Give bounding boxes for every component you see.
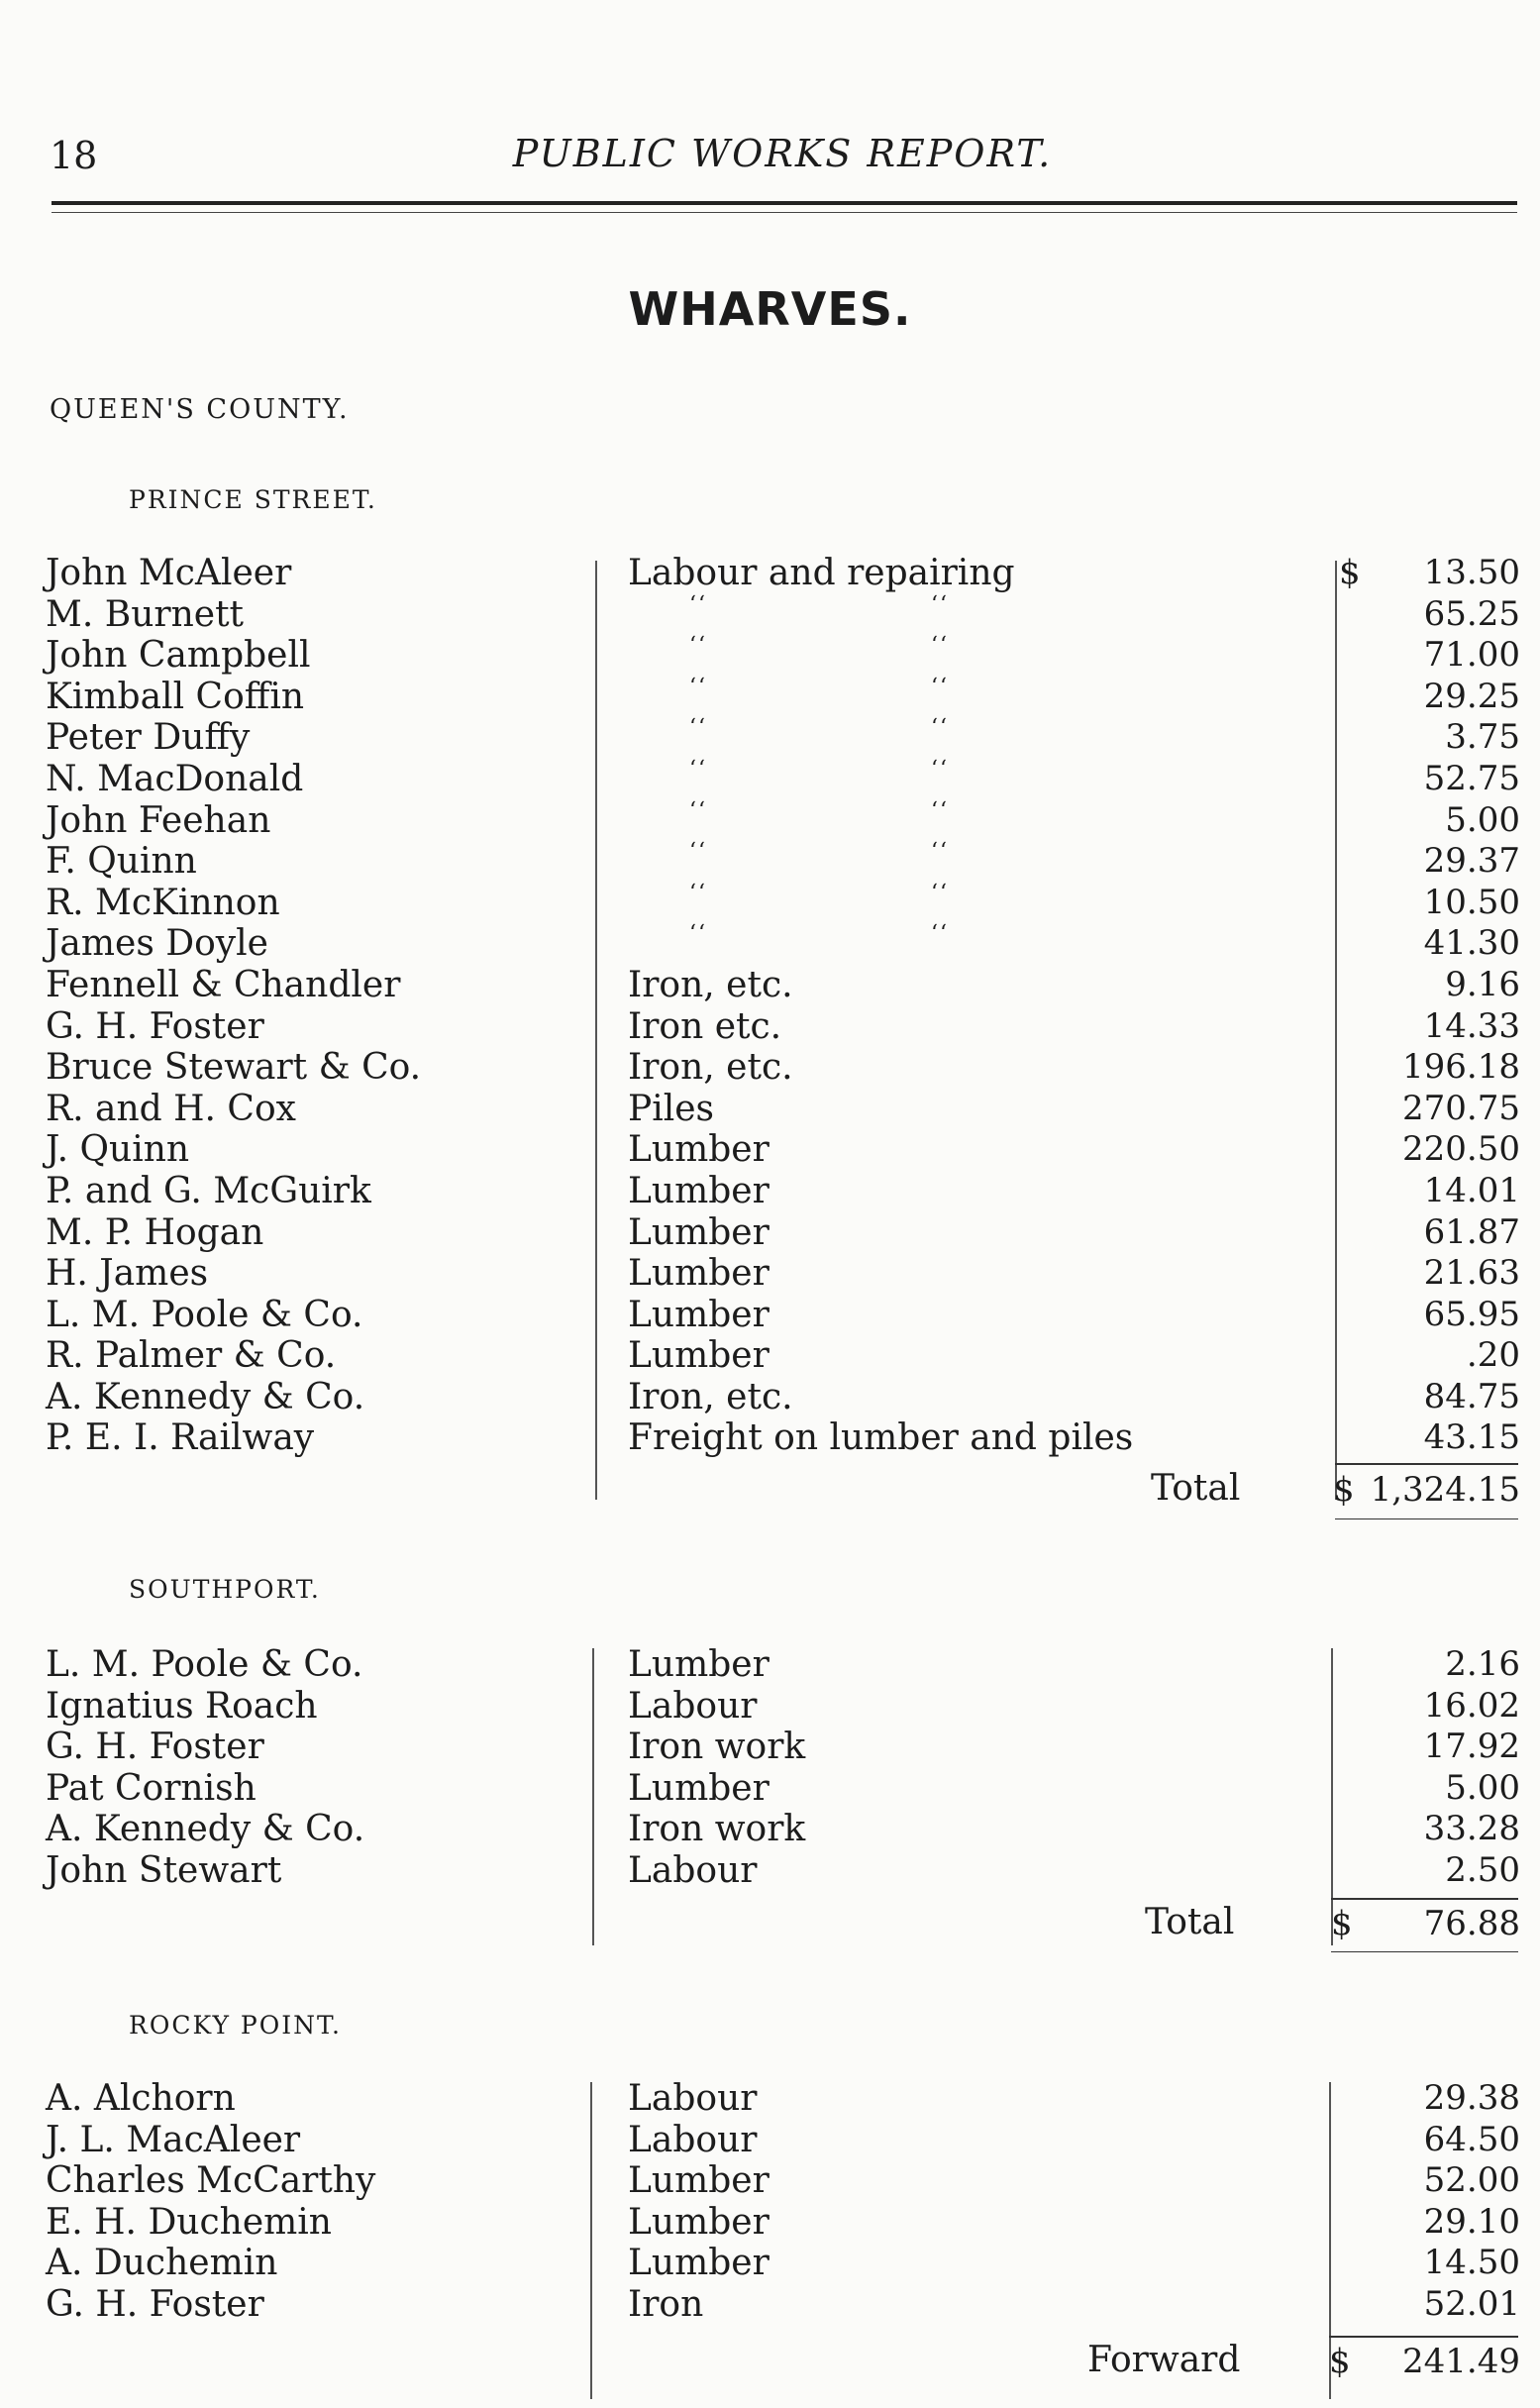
table-row xyxy=(40,2160,1520,2202)
subsection-heading: SOUTHPORT. xyxy=(129,1575,321,1604)
amount: 65.25 xyxy=(1423,593,1520,634)
ditto-mark: ‘‘ xyxy=(689,633,707,659)
table-row xyxy=(40,1253,1520,1295)
payee-name: John Campbell xyxy=(46,635,311,677)
total-rule xyxy=(1331,1898,1518,1900)
item-description: Labour xyxy=(628,2078,758,2119)
payee-name: L. M. Poole & Co. xyxy=(46,1644,363,1685)
payee-name: Peter Duffy xyxy=(46,717,251,759)
item-description: Labour xyxy=(628,1849,758,1891)
amount: 61.87 xyxy=(1423,1211,1520,1252)
payee-name: G. H. Foster xyxy=(46,2283,264,2325)
amount: 29.10 xyxy=(1423,2201,1520,2242)
amount: 2.16 xyxy=(1445,1644,1520,1684)
entries-table xyxy=(40,1644,1520,1892)
table-row xyxy=(40,1089,1520,1130)
payee-name: John Stewart xyxy=(46,1849,282,1891)
entries-table xyxy=(40,553,1520,1459)
payee-name: Charles McCarthy xyxy=(46,2160,376,2202)
table-row xyxy=(40,717,1520,759)
payee-name: P. and G. McGuirk xyxy=(46,1170,371,1211)
total-underline xyxy=(1331,1951,1518,1952)
item-description: Iron etc. xyxy=(628,1005,782,1047)
item-description: Labour and repairing xyxy=(628,553,1015,593)
item-description: Lumber xyxy=(628,2201,770,2243)
total-label: Total xyxy=(1145,1902,1235,1942)
total-underline xyxy=(1335,1518,1518,1519)
subsection-heading: ROCKY POINT. xyxy=(129,2011,342,2040)
amount: 65.95 xyxy=(1423,1294,1520,1334)
ditto-mark: ‘‘ xyxy=(689,591,707,617)
item-description: Lumber xyxy=(628,1211,770,1253)
amount: 33.28 xyxy=(1423,1809,1520,1849)
amount: 52.75 xyxy=(1423,758,1520,798)
payee-name: Bruce Stewart & Co. xyxy=(46,1047,422,1089)
table-row xyxy=(40,2078,1520,2120)
amount: 270.75 xyxy=(1402,1088,1520,1128)
table-row xyxy=(40,1006,1520,1048)
payee-name: E. H. Duchemin xyxy=(46,2201,332,2243)
forward-label: Forward xyxy=(1087,2340,1241,2380)
ditto-mark: ‘‘ xyxy=(931,674,949,699)
item-description: Lumber xyxy=(628,1294,770,1335)
table-row xyxy=(40,2243,1520,2284)
item-description: Iron xyxy=(628,2283,704,2325)
amount: 196.18 xyxy=(1402,1047,1520,1088)
amount: 41.30 xyxy=(1423,923,1520,964)
ditto-mark: ‘‘ xyxy=(931,715,949,741)
item-description: Iron, etc. xyxy=(628,964,793,1005)
table-row xyxy=(40,1129,1520,1171)
amount: 21.63 xyxy=(1423,1253,1520,1294)
item-description: Lumber xyxy=(628,1253,770,1295)
payee-name: John Feehan xyxy=(46,799,271,841)
payee-name: J. L. MacAleer xyxy=(46,2119,301,2160)
payee-name: M. P. Hogan xyxy=(46,1211,264,1253)
table-row xyxy=(40,965,1520,1006)
table-row xyxy=(40,553,1520,594)
ditto-mark: ‘‘ xyxy=(689,674,707,699)
amount: 14.01 xyxy=(1423,1170,1520,1210)
amount: 13.50 xyxy=(1423,553,1520,592)
payee-name: Fennell & Chandler xyxy=(46,964,401,1005)
table-row xyxy=(40,1417,1520,1459)
amount: .20 xyxy=(1466,1335,1520,1376)
payee-name: Pat Cornish xyxy=(46,1767,257,1809)
table-row xyxy=(40,797,1520,842)
table-row xyxy=(40,756,1520,800)
table-row xyxy=(40,2202,1520,2244)
running-title: PUBLIC WORKS REPORT. xyxy=(512,132,1053,175)
ditto-mark: ‘‘ xyxy=(689,797,707,823)
item-description: Lumber xyxy=(628,1644,770,1685)
ditto-mark: ‘‘ xyxy=(931,880,949,905)
header-rule-thin xyxy=(51,212,1517,213)
page-header xyxy=(50,124,1515,183)
ditto-mark: ‘‘ xyxy=(931,591,949,617)
subsection-heading: PRINCE STREET. xyxy=(129,485,377,514)
item-description: Lumber xyxy=(628,2160,770,2202)
item-description: Labour xyxy=(628,2119,758,2160)
table-row xyxy=(40,591,1520,636)
table-row xyxy=(40,1727,1520,1768)
payee-name: A. Duchemin xyxy=(46,2243,278,2284)
payee-name: M. Burnett xyxy=(46,593,245,635)
section-title: WHARVES. xyxy=(628,282,912,336)
item-description: Freight on lumber and piles xyxy=(628,1417,1134,1459)
payee-name: R. Palmer & Co. xyxy=(46,1335,337,1377)
payee-name: R. and H. Cox xyxy=(46,1088,296,1129)
dollar-sign: $ xyxy=(1339,553,1361,592)
item-description: Lumber xyxy=(628,1767,770,1809)
item-description: Lumber xyxy=(628,2243,770,2284)
section-total: 1,324.15 xyxy=(1370,1470,1520,1510)
amount: 2.50 xyxy=(1445,1849,1520,1890)
table-row xyxy=(40,2120,1520,2161)
amount: 64.50 xyxy=(1423,2119,1520,2159)
dollar-sign: $ xyxy=(1329,2342,1351,2381)
amount: 9.16 xyxy=(1445,964,1520,1004)
payee-name: James Doyle xyxy=(46,923,268,965)
amount: 17.92 xyxy=(1423,1727,1520,1767)
payee-name: G. H. Foster xyxy=(46,1005,264,1047)
table-row xyxy=(40,1335,1520,1377)
payee-name: Kimball Coffin xyxy=(46,676,305,717)
amount: 5.00 xyxy=(1445,799,1520,840)
table-row xyxy=(40,1377,1520,1418)
dollar-sign: $ xyxy=(1333,1470,1355,1510)
amount: 29.38 xyxy=(1423,2078,1520,2118)
item-description: Lumber xyxy=(628,1335,770,1377)
ditto-mark: ‘‘ xyxy=(689,715,707,741)
table-row xyxy=(40,1768,1520,1810)
ditto-mark: ‘‘ xyxy=(689,756,707,782)
table-row xyxy=(40,1171,1520,1212)
page-number: 18 xyxy=(50,134,98,177)
payee-name: Ignatius Roach xyxy=(46,1685,318,1727)
item-description: Lumber xyxy=(628,1170,770,1211)
table-row xyxy=(40,1295,1520,1336)
payee-name: A. Kennedy & Co. xyxy=(46,1809,365,1850)
total-rule xyxy=(1329,2336,1518,2338)
payee-name: John McAleer xyxy=(46,553,292,593)
ditto-mark: ‘‘ xyxy=(689,921,707,947)
table-row xyxy=(40,1212,1520,1254)
ditto-mark: ‘‘ xyxy=(931,797,949,823)
ditto-mark: ‘‘ xyxy=(931,839,949,865)
table-row xyxy=(40,1644,1520,1686)
payee-name: N. MacDonald xyxy=(46,758,304,799)
amount: 10.50 xyxy=(1423,882,1520,922)
section-total: 76.88 xyxy=(1423,1904,1520,1943)
item-description: Labour xyxy=(628,1685,758,1727)
table-row xyxy=(40,880,1520,924)
ditto-mark: ‘‘ xyxy=(931,921,949,947)
amount: 3.75 xyxy=(1445,717,1520,758)
amount: 16.02 xyxy=(1423,1685,1520,1726)
ditto-mark: ‘‘ xyxy=(689,839,707,865)
table-row xyxy=(40,2284,1520,2326)
amount: 14.33 xyxy=(1423,1005,1520,1046)
payee-name: L. M. Poole & Co. xyxy=(46,1294,363,1335)
payee-name: R. McKinnon xyxy=(46,882,280,923)
ditto-mark: ‘‘ xyxy=(931,756,949,782)
amount: 29.37 xyxy=(1423,841,1520,882)
ditto-mark: ‘‘ xyxy=(931,633,949,659)
item-description: Iron work xyxy=(628,1727,806,1768)
section-total: 241.49 xyxy=(1402,2342,1520,2381)
payee-name: J. Quinn xyxy=(46,1129,190,1171)
dollar-sign: $ xyxy=(1331,1904,1353,1943)
table-row xyxy=(40,635,1520,677)
payee-name: F. Quinn xyxy=(46,841,197,883)
header-rule xyxy=(51,201,1517,205)
table-row xyxy=(40,1686,1520,1727)
table-row xyxy=(40,1047,1520,1089)
payee-name: A. Alchorn xyxy=(46,2078,236,2119)
table-row xyxy=(40,1850,1520,1892)
amount: 71.00 xyxy=(1423,635,1520,676)
item-description: Iron, etc. xyxy=(628,1376,793,1417)
table-row xyxy=(40,1809,1520,1850)
amount: 29.25 xyxy=(1423,676,1520,716)
item-description: Iron, etc. xyxy=(628,1047,793,1089)
total-label: Total xyxy=(1151,1468,1241,1509)
amount: 52.00 xyxy=(1423,2160,1520,2201)
table-row xyxy=(40,674,1520,718)
payee-name: H. James xyxy=(46,1253,209,1295)
payee-name: P. E. I. Railway xyxy=(46,1417,315,1459)
amount: 220.50 xyxy=(1402,1129,1520,1170)
payee-name: G. H. Foster xyxy=(46,1727,264,1768)
ditto-mark: ‘‘ xyxy=(689,880,707,905)
amount: 52.01 xyxy=(1423,2283,1520,2324)
table-row xyxy=(40,841,1520,883)
item-description: Lumber xyxy=(628,1129,770,1171)
total-rule xyxy=(1335,1463,1518,1465)
amount: 5.00 xyxy=(1445,1767,1520,1808)
payee-name: A. Kennedy & Co. xyxy=(46,1376,365,1417)
table-row xyxy=(40,923,1520,965)
amount: 14.50 xyxy=(1423,2243,1520,2283)
entries-table xyxy=(40,2078,1520,2326)
amount: 43.15 xyxy=(1423,1417,1520,1458)
item-description: Iron work xyxy=(628,1809,806,1850)
amount: 84.75 xyxy=(1423,1376,1520,1416)
county-heading: QUEEN'S COUNTY. xyxy=(50,394,350,425)
item-description: Piles xyxy=(628,1088,715,1129)
